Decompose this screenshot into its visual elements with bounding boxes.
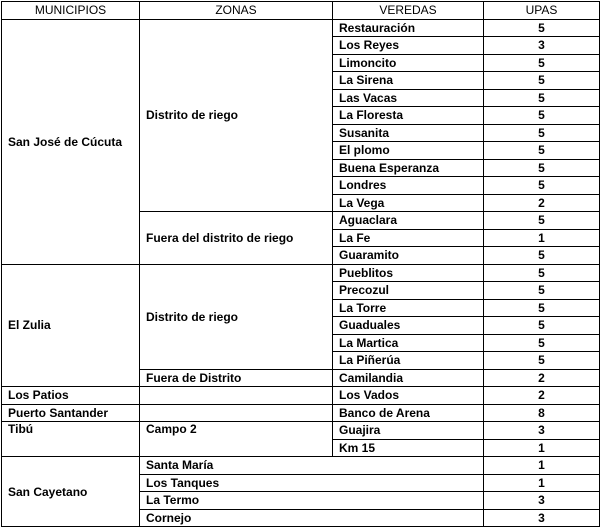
upas-cell: 3 [484, 422, 600, 440]
table-row [2, 19, 600, 37]
upas-cell: 8 [484, 404, 600, 422]
vereda-cell: La Piñerúa [333, 352, 484, 370]
municipio-cell: Puerto Santander [2, 404, 140, 422]
upas-cell: 5 [484, 212, 600, 230]
vereda-cell: Pueblitos [333, 264, 484, 282]
vereda-cell: Londres [333, 177, 484, 195]
upas-cell: 2 [484, 194, 600, 212]
vereda-cell: La Vega [333, 194, 484, 212]
municipio-cell: El Zulia [2, 264, 140, 387]
header-row [2, 2, 600, 20]
upas-cell: 5 [484, 159, 600, 177]
zona-cell: Distrito de riego [140, 19, 333, 212]
upas-cell: 3 [484, 492, 600, 510]
municipio-cell: Tibú [2, 422, 140, 457]
municipio-cell: San José de Cúcuta [2, 19, 140, 264]
vereda-cell: La Fe [333, 229, 484, 247]
upas-cell: 5 [484, 334, 600, 352]
vereda-cell: La Floresta [333, 107, 484, 125]
upas-cell: 5 [484, 177, 600, 195]
upas-cell: 3 [484, 37, 600, 55]
zona-cell-empty [140, 404, 333, 422]
vereda-cell: Limoncito [333, 54, 484, 72]
header-zonas: ZONAS [140, 2, 333, 20]
zona-cell: Cornejo [140, 509, 484, 527]
upas-cell: 5 [484, 72, 600, 90]
zona-cell: Fuera del distrito de riego [140, 212, 333, 265]
vereda-cell: Los Reyes [333, 37, 484, 55]
upas-cell: 5 [484, 282, 600, 300]
upas-cell: 1 [484, 457, 600, 475]
vereda-cell: La Sirena [333, 72, 484, 90]
zona-cell: La Termo [140, 492, 484, 510]
vereda-cell: Restauración [333, 19, 484, 37]
vereda-cell: Guaramito [333, 247, 484, 265]
vereda-cell: Precozul [333, 282, 484, 300]
vereda-cell: Los Vados [333, 387, 484, 405]
zona-cell: Fuera de Distrito [140, 369, 333, 387]
upas-cell: 5 [484, 124, 600, 142]
vereda-cell: Km 15 [333, 439, 484, 457]
vereda-cell: Susanita [333, 124, 484, 142]
upas-cell: 5 [484, 299, 600, 317]
table-row [2, 264, 600, 282]
upas-cell: 3 [484, 509, 600, 527]
vereda-cell: El plomo [333, 142, 484, 160]
zona-cell: Los Tanques [140, 474, 484, 492]
upas-cell: 5 [484, 142, 600, 160]
table-row [2, 457, 600, 475]
upas-cell: 1 [484, 229, 600, 247]
municipio-cell: Los Patios [2, 387, 140, 405]
upas-cell: 5 [484, 247, 600, 265]
vereda-cell: Camilandia [333, 369, 484, 387]
header-veredas: VEREDAS [333, 2, 484, 20]
vereda-cell: La Martica [333, 334, 484, 352]
vereda-cell: Las Vacas [333, 89, 484, 107]
upas-cell: 5 [484, 352, 600, 370]
vereda-cell: Guaduales [333, 317, 484, 335]
upas-cell: 5 [484, 317, 600, 335]
upas-cell: 1 [484, 474, 600, 492]
table-row [2, 387, 600, 405]
upas-cell: 2 [484, 369, 600, 387]
upas-cell: 5 [484, 54, 600, 72]
upas-cell: 1 [484, 439, 600, 457]
vereda-cell: Aguaclara [333, 212, 484, 230]
header-upas: UPAS [484, 2, 600, 20]
upas-cell: 5 [484, 107, 600, 125]
vereda-cell: Buena Esperanza [333, 159, 484, 177]
table-row [2, 422, 600, 440]
upas-cell: 5 [484, 19, 600, 37]
vereda-cell: Guajira [333, 422, 484, 440]
upas-cell: 2 [484, 387, 600, 405]
upas-cell: 5 [484, 89, 600, 107]
vereda-cell: La Torre [333, 299, 484, 317]
zona-cell: Distrito de riego [140, 264, 333, 369]
zona-cell-empty [140, 387, 333, 405]
table-row [2, 404, 600, 422]
upas-cell: 5 [484, 264, 600, 282]
municipios-upas-table [1, 1, 600, 527]
municipio-cell: San Cayetano [2, 457, 140, 527]
zona-cell: Campo 2 [140, 422, 333, 457]
header-municipios: MUNICIPIOS [2, 2, 140, 20]
zona-cell: Santa María [140, 457, 484, 475]
vereda-cell: Banco de Arena [333, 404, 484, 422]
